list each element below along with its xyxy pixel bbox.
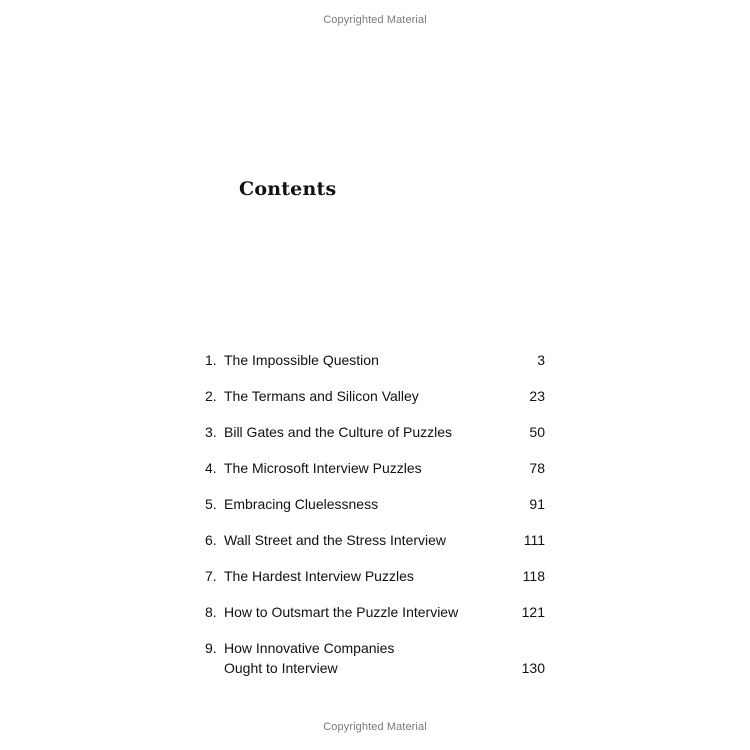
toc-entry-number: 1. <box>205 352 217 368</box>
toc-entry <box>205 638 545 682</box>
toc-entry-title-line: How to Outsmart the Puzzle Interview <box>224 604 459 620</box>
toc-entry-number: 3. <box>205 424 217 440</box>
toc-entry-number: 4. <box>205 460 217 476</box>
toc-entry-title <box>224 350 494 370</box>
toc-entry <box>205 350 545 386</box>
toc-entry-title-line: Embracing Cluelessness <box>224 496 379 512</box>
toc-entry-page: 130 <box>521 660 545 676</box>
toc-entry-title-line: The Hardest Interview Puzzles <box>224 568 414 584</box>
toc-entry-title-line: The Microsoft Interview Puzzles <box>224 460 422 476</box>
toc-entry-page: 111 <box>523 532 545 548</box>
toc-entry-title-line: The Termans and Silicon Valley <box>224 388 419 404</box>
toc-entry-title <box>224 458 494 478</box>
toc-entry-page: 78 <box>529 460 545 476</box>
toc-entry-title-line: Bill Gates and the Culture of Puzzles <box>224 424 453 440</box>
toc-entry-title <box>224 530 494 550</box>
toc-entry-number: 9. <box>205 640 217 656</box>
toc-entry-title-line: The Impossible Question <box>224 352 379 368</box>
toc-entry <box>205 566 545 602</box>
toc-entry-title-line: How Innovative Companies <box>224 640 395 656</box>
toc-entry <box>205 530 545 566</box>
toc-entry-number: 6. <box>205 532 217 548</box>
toc-entry-page: 23 <box>529 388 545 404</box>
toc-entry-page: 50 <box>529 424 545 440</box>
table-of-contents <box>205 350 545 682</box>
toc-entry-page: 91 <box>529 496 545 512</box>
toc-entry-page: 121 <box>521 604 545 620</box>
toc-entry <box>205 602 545 638</box>
page-title: Contents <box>239 178 337 200</box>
toc-entry-number: 5. <box>205 496 217 512</box>
toc-entry-title <box>224 422 494 442</box>
toc-entry-title <box>224 602 494 622</box>
toc-entry-page: 118 <box>522 568 545 584</box>
toc-entry-title <box>224 386 494 406</box>
toc-entry-title-line: Wall Street and the Stress Interview <box>224 532 447 548</box>
toc-entry <box>205 386 545 422</box>
toc-entry-title <box>224 494 494 514</box>
toc-entry-title <box>224 638 494 678</box>
toc-entry-title <box>224 566 494 586</box>
toc-entry <box>205 422 545 458</box>
toc-entry-page: 3 <box>537 352 545 368</box>
toc-entry <box>205 494 545 530</box>
toc-entry-number: 2. <box>205 388 217 404</box>
toc-entry <box>205 458 545 494</box>
toc-entry-title-line: Ought to Interview <box>224 660 338 676</box>
toc-entry-number: 7. <box>205 568 217 584</box>
copyright-watermark-bottom: Copyrighted Material <box>323 721 427 733</box>
toc-entry-number: 8. <box>205 604 217 620</box>
copyright-watermark-top: Copyrighted Material <box>323 14 427 26</box>
